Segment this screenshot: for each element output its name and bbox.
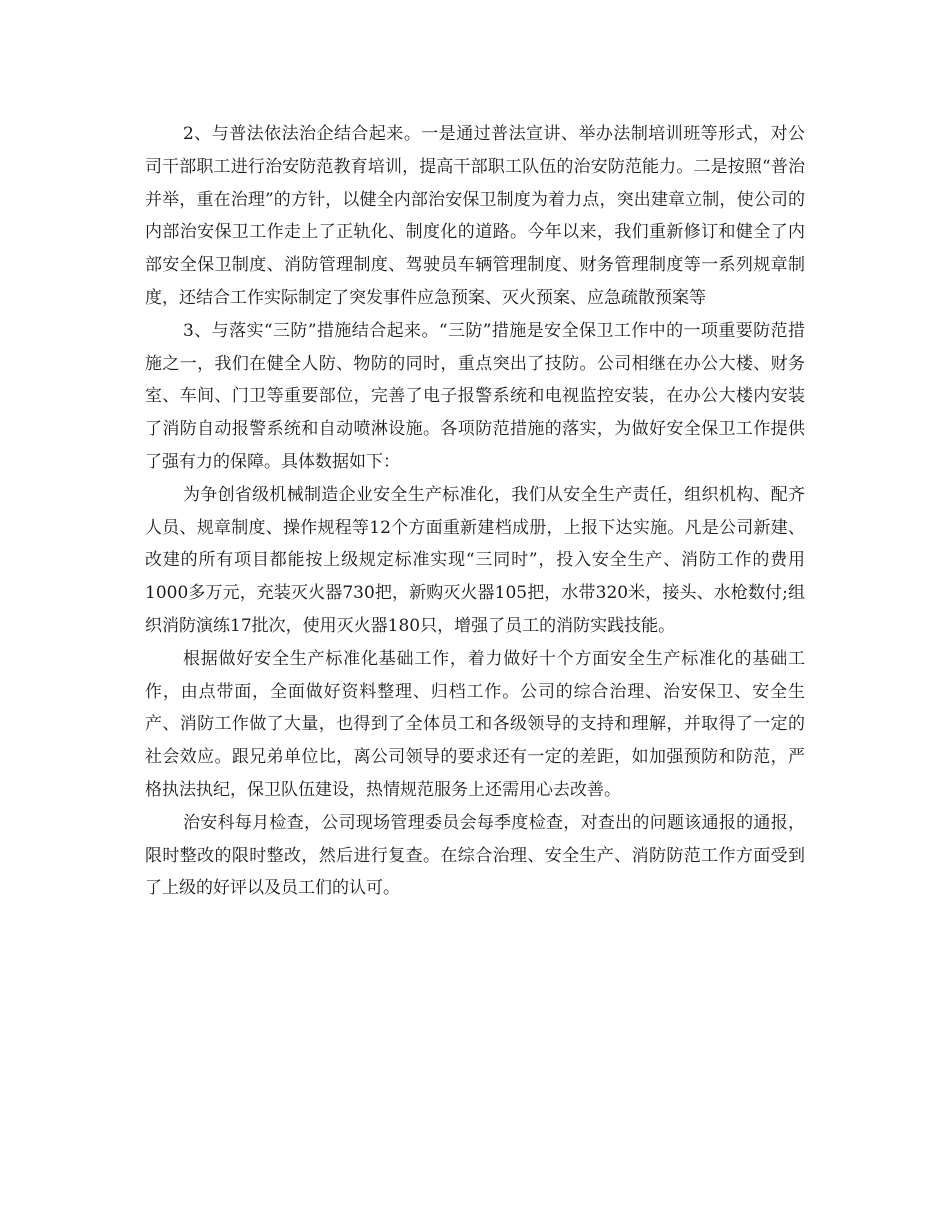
paragraph-three-defenses: 3、与落实“三防”措施结合起来。“三防”措施是安全保卫工作中的一项重要防范措施之一，我们在健全人防、物防的同时，重点突出了技防。公司相继在办公大楼、财务室、车间、门卫等重要部位，完善了电子报警系统和电视监控安装，在办公大楼内安装了消防自动报警系统和自动喷淋设施。各项防范措施的落实，为做好安全保卫工作提供了强有力的保障。具体数据如下： bbox=[145, 320, 805, 472]
paragraph-standardization-data: 为争创省级机械制造企业安全生产标准化，我们从安全生产责任，组织机构、配齐人员、规章制度、操作规程等12个方面重新建档成册，上报下达实施。凡是公司新建、改建的所有项目都能按上级规定标准实现“三同时”，投入安全生产、消防工作的费用1000多万元，充装灭火器730把，新购灭火器105把，水带320米，接头、水枪数付;组织消防演练17批次，使用灭火器180只，增强了员工的消防实践技能。 bbox=[145, 484, 805, 636]
paragraph-basic-work: 根据做好安全生产标准化基础工作，着力做好十个方面安全生产标准化的基础工作，由点带面，全面做好资料整理、归档工作。公司的综合治理、治安保卫、安全生产、消防工作做了大量，也得到了全体员工和各级领导的支持和理解，并取得了一定的社会效应。跟兄弟单位比，离公司领导的要求还有一定的差距，如加强预防和防范，严格执法执纪，保卫队伍建设，热情规范服务上还需用心去改善。 bbox=[145, 648, 805, 800]
document-body bbox=[145, 118, 805, 905]
paragraph-inspection: 治安科每月检查，公司现场管理委员会每季度检查，对查出的问题该通报的通报，限时整改的限时整改，然后进行复查。在综合治理、安全生产、消防防范工作方面受到了上级的好评以及员工们的认可。 bbox=[145, 812, 805, 899]
paragraph-legal-education: 2、与普法依法治企结合起来。一是通过普法宣讲、举办法制培训班等形式，对公司干部职工进行治安防范教育培训，提高干部职工队伍的治安防范能力。二是按照“普治并举，重在治理”的方针，以健全内部治安保卫制度为着力点，突出建章立制，使公司的内部治安保卫工作走上了正轨化、制度化的道路。今年以来，我们重新修订和健全了内部安全保卫制度、消防管理制度、驾驶员车辆管理制度、财务管理制度等一系列规章制度，还结合工作实际制定了突发事件应急预案、灭火预案、应急疏散预案等 bbox=[145, 124, 805, 308]
